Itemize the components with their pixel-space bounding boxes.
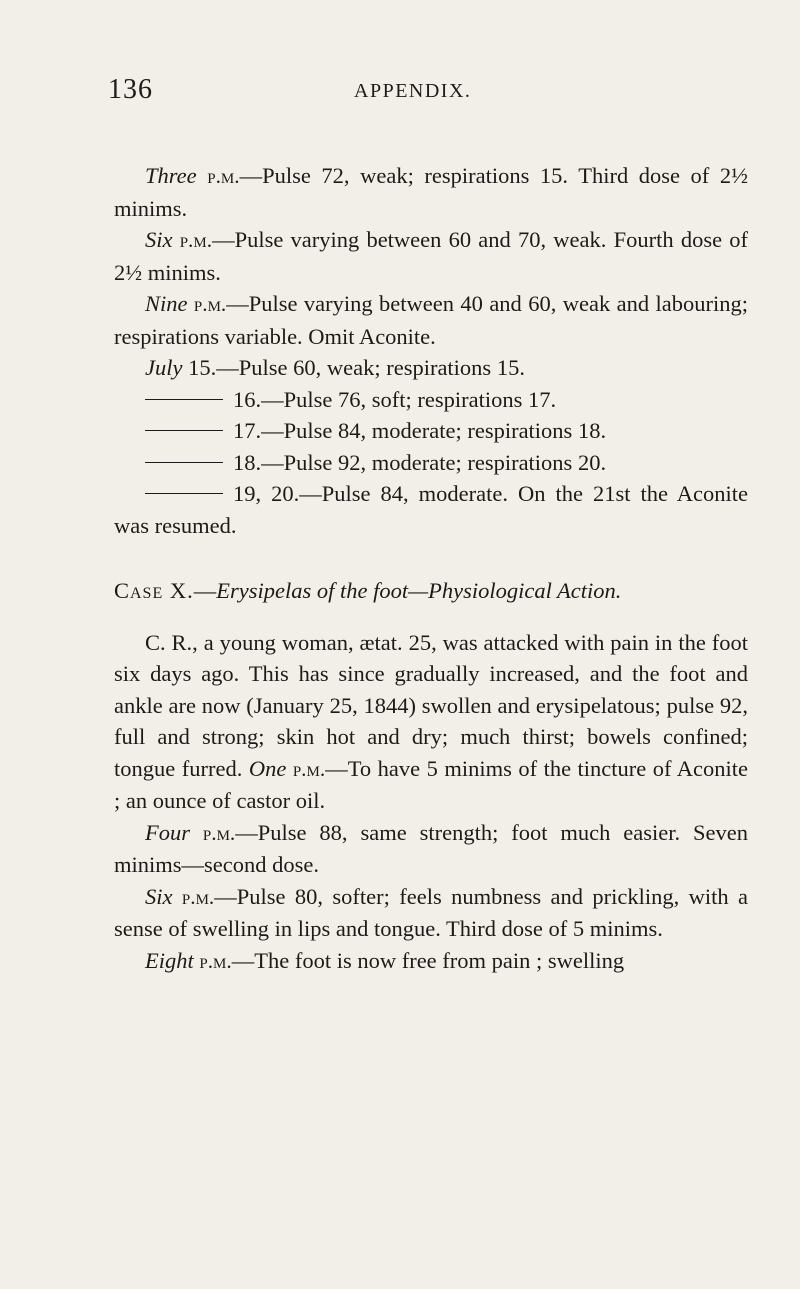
month-label: July: [145, 355, 183, 380]
entry-line: [114, 478, 748, 541]
paragraph-july: [114, 352, 748, 384]
ditto-dash: [145, 493, 223, 494]
entry-line: [114, 415, 748, 447]
paragraph-six-pm: [114, 224, 748, 288]
entry-text: 19, 20.—Pulse 84, moderate. On the 21st the Aconite was resumed.: [114, 481, 748, 538]
header-title: APPENDIX.: [354, 80, 472, 102]
entry-line: [114, 384, 748, 416]
paragraph-text: 15.—Pulse 60, weak; respirations 15.: [182, 355, 525, 380]
paragraph-text: —Pulse varying between 60 and 70, weak. Fourth dose of 2½ minims.: [114, 227, 748, 285]
paragraph-text: —Pulse 88, same strength; foot much easier. Seven minims—second dose.: [114, 819, 748, 877]
case-title-part1: Erysipelas of the foot: [216, 578, 409, 603]
body-text: [114, 160, 748, 977]
ditto-dash: [145, 430, 223, 431]
pm-label: p.m.: [292, 756, 326, 781]
case-title-dash: —: [408, 578, 429, 603]
pm-label: p.m.: [199, 948, 232, 973]
pm-label: p.m.: [193, 292, 227, 316]
case-paragraph-six-pm: [114, 881, 748, 945]
paragraph-text: —Pulse 72, weak; respirations 15. Third dose of 2½ minims.: [114, 163, 748, 221]
time-label: Four: [145, 819, 190, 845]
pm-label: p.m.: [179, 228, 213, 252]
ditto-dash: [145, 462, 223, 463]
entry-text: 16.—Pulse 76, soft; respirations 17.: [233, 386, 557, 412]
heading-dash: —: [193, 578, 217, 603]
paragraph-text: —To have 5 minims of the tincture of Aconite ; an ounce of castor oil.: [114, 755, 748, 813]
time-label: One: [248, 755, 287, 781]
case-paragraph-four-pm: [114, 817, 748, 881]
page-number: 136: [108, 74, 153, 105]
paragraph-text: —The foot is now free from pain ; swelling: [231, 947, 625, 973]
entry-text: 17.—Pulse 84, moderate; respirations 18.: [233, 418, 607, 443]
pm-label: p.m.: [181, 884, 215, 909]
case-paragraph-history: [114, 627, 748, 817]
pm-label: p.m.: [202, 820, 236, 845]
paragraph-three-pm: [114, 160, 748, 224]
time-label: Nine: [145, 291, 188, 316]
paragraph-text: —Pulse varying between 40 and 60, weak and labouring; respirations variable. Omit Aconite.: [114, 291, 748, 349]
paragraph-text: C. R., a young woman, ætat. 25, was attacked with pain in the foot six days ago. This has since gradually increased, and the foot and ankle are now (January 25, 1844) swollen and erysipelatous; pulse 92, full and strong; skin hot and dry; much thirst; bowels confined; tongue furred.: [114, 629, 748, 781]
case-heading: [114, 575, 748, 607]
entry-line: [114, 447, 748, 479]
running-head: [108, 74, 748, 114]
case-title-part2: Physiological Action.: [428, 578, 622, 603]
time-label: Six: [145, 883, 173, 909]
time-label: Three: [145, 163, 197, 188]
case-paragraph-eight-pm: [114, 945, 748, 978]
paragraph-text: —Pulse 80, softer; feels numbness and prickling, with a sense of swelling in lips and tongue. Third dose of 5 minims.: [114, 883, 749, 941]
ditto-dash: [145, 399, 223, 400]
time-label: Eight: [145, 947, 194, 973]
pm-label: p.m.: [207, 164, 240, 188]
paragraph-nine-pm: [114, 288, 748, 352]
entry-text: 18.—Pulse 92, moderate; respirations 20.: [233, 449, 607, 475]
case-label: Case X.: [114, 578, 194, 603]
time-label: Six: [145, 227, 173, 252]
